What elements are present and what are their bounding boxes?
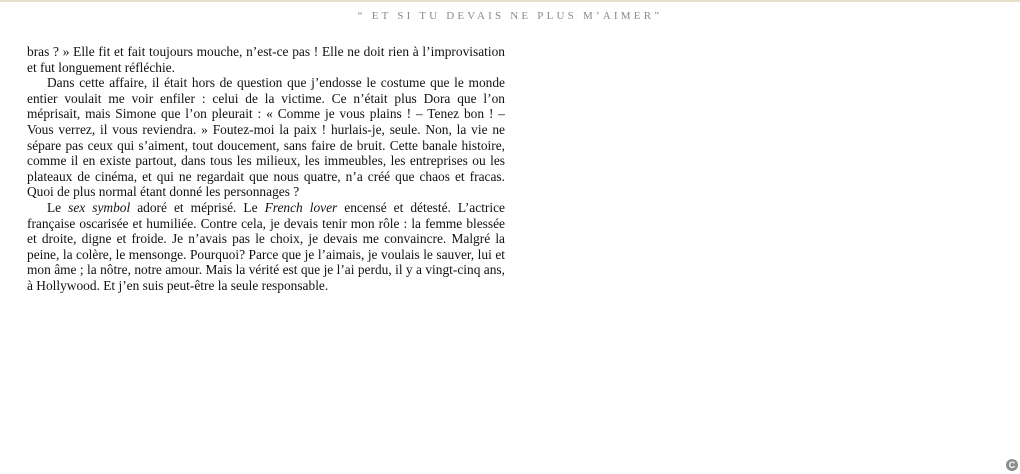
top-border [0, 0, 1020, 2]
corner-c-icon[interactable]: C [1006, 459, 1018, 471]
running-header: “ ET SI TU DEVAIS NE PLUS M’AIMER” [357, 10, 663, 22]
paragraph-2: Dans cette affaire, il était hors de question que j’endosse le costume que le monde entier voulait me voir enfiler : celui de la victime. Ce n’était plus Dora que l’on méprisait, mais Simone que l’on pleurait : « Comme je vous plains ! – Tenez bon ! – Vous verrez, il vous reviendra. » Foutez-moi la paix ! hurlais-je, seule. Non, la vie ne sépare pas ceux qui s’aiment, tout doucement, sans faire de bruit. Cette banale histoire, comme il en existe partout, dans tous les milieux, les immeubles, les entreprises ou les plateaux de cinéma, et qui ne regardait que nous quatre, n’a créé que chaos et fracas. Quoi de plus normal étant donné les personnages ? [27, 75, 505, 200]
paragraph-1: bras ? » Elle fit et fait toujours mouche, n’est-ce pas ! Elle ne doit rien à l’improvisation et fut longuement réfléchie. [27, 44, 505, 75]
paragraph-3-text-a: Le [47, 199, 69, 215]
paragraph-3-text-c: encensé et détesté. L’actrice française oscarisée et humiliée. Contre cela, je devais tenir mon rôle : la femme blessée et droite, digne et froide. Je n’avais pas le choix, je devais me convaincre. Malgré la peine, la colère, le mensonge. Pourquoi? Parce que je l’aimais, je voulais le sauver, lui et mon âme ; la nôtre, notre amour. Mais la vérité est que je l’ai perdu, il y a vingt-cinq ans, à Hollywood. Et j’en suis peut-être la seule responsable. [27, 199, 505, 293]
italic-french-lover: French lover [264, 199, 338, 215]
paragraph-3-text-b: adoré et méprisé. Le [130, 199, 265, 215]
page-body [27, 44, 505, 294]
paragraph-3 [27, 200, 505, 294]
italic-sex-symbol: sex symbol [68, 199, 131, 215]
